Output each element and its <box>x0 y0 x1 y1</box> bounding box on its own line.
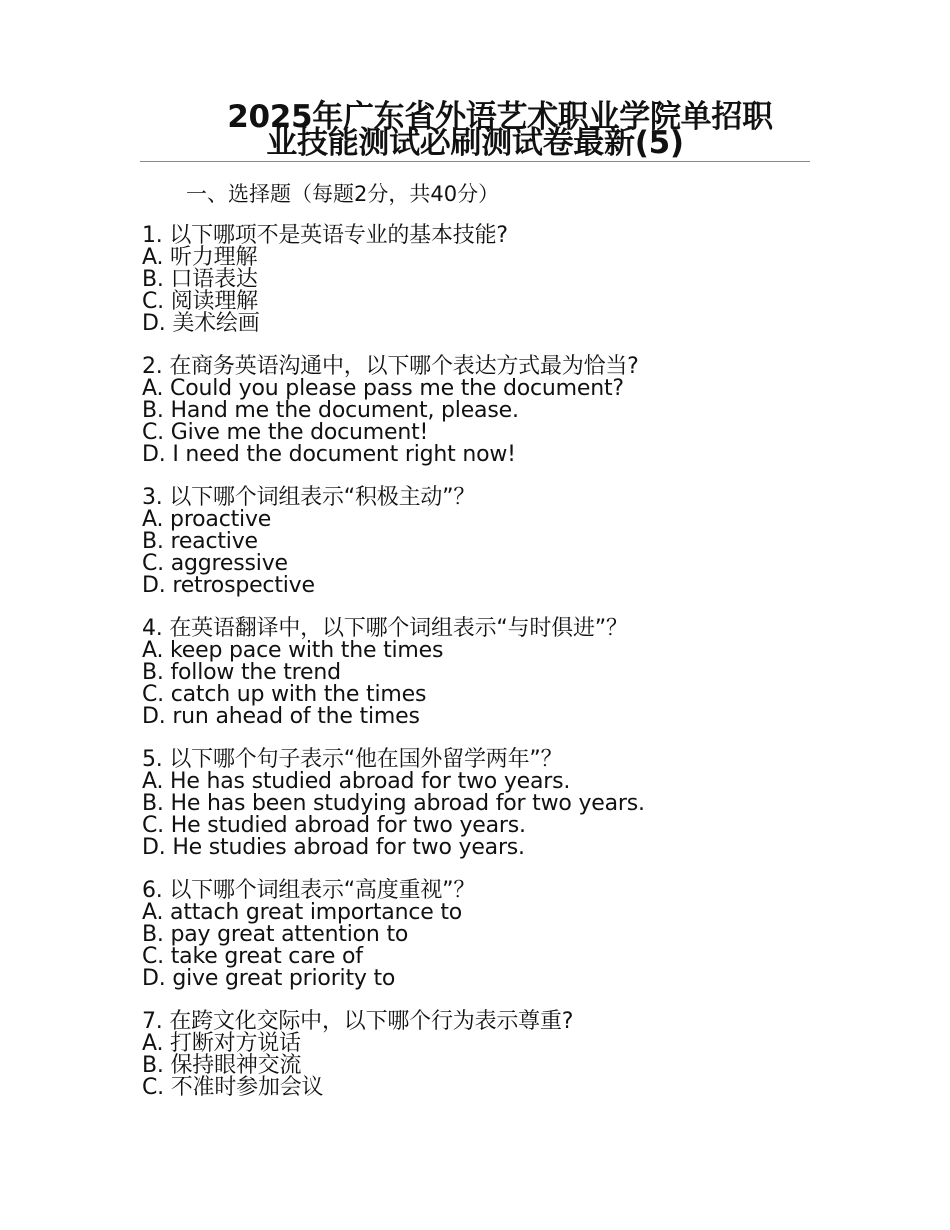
question-3 <box>142 487 842 597</box>
question-option: B. reactive <box>142 529 258 554</box>
document-title <box>140 99 810 161</box>
document-title-line-2: 业技能测试必刷测试卷最新(5) <box>266 125 684 161</box>
question-stem: 4. 在英语翻译中，以下哪个词组表示“与时俱进”？ <box>142 616 628 641</box>
question-option: B. Hand me the document, please. <box>142 398 519 423</box>
question-stem: 1. 以下哪项不是英语专业的基本技能? <box>142 223 508 248</box>
question-option: C. 不准时参加会议 <box>142 1075 324 1100</box>
question-option: D. 美术绘画 <box>142 311 260 336</box>
question-stem: 2. 在商务英语沟通中，以下哪个表达方式最为恰当? <box>142 354 639 379</box>
question-option: D. I need the document right now! <box>142 442 516 467</box>
question-option: A. attach great importance to <box>142 900 463 925</box>
question-option: A. keep pace with the times <box>142 638 444 663</box>
question-option: C. He studied abroad for two years. <box>142 813 526 838</box>
question-option: D. run ahead of the times <box>142 704 420 729</box>
question-option: A. proactive <box>142 507 272 532</box>
question-option: C. 阅读理解 <box>142 289 258 314</box>
document-title-line-1: 2025年广东省外语艺术职业学院单招职 <box>227 99 773 135</box>
question-stem: 3. 以下哪个词组表示“积极主动”？ <box>142 485 476 510</box>
question-option: A. He has studied abroad for two years. <box>142 769 571 794</box>
question-option: B. He has been studying abroad for two years. <box>142 791 645 816</box>
question-stem: 6. 以下哪个词组表示“高度重视”？ <box>142 878 476 903</box>
question-6 <box>142 880 842 990</box>
question-stem: 5. 以下哪个句子表示“他在国外留学两年”？ <box>142 747 563 772</box>
question-option: A. 听力理解 <box>142 245 258 270</box>
question-2 <box>142 356 842 466</box>
question-option: B. follow the trend <box>142 660 341 685</box>
question-list <box>142 225 842 1120</box>
question-stem: 7. 在跨文化交际中，以下哪个行为表示尊重? <box>142 1009 574 1034</box>
question-option: B. pay great attention to <box>142 922 409 947</box>
question-option: B. 口语表达 <box>142 267 258 292</box>
question-4 <box>142 618 842 728</box>
question-option: C. aggressive <box>142 551 288 576</box>
question-option: C. take great care of <box>142 944 363 969</box>
question-option: D. He studies abroad for two years. <box>142 835 525 860</box>
question-option: A. Could you please pass me the document? <box>142 376 624 401</box>
question-1 <box>142 225 842 335</box>
question-7 <box>142 1011 842 1099</box>
question-option: C. catch up with the times <box>142 682 427 707</box>
section-heading: 一、选择题（每题2分，共40分） <box>186 182 500 206</box>
title-underline <box>140 161 810 162</box>
question-option: C. Give me the document! <box>142 420 429 445</box>
question-5 <box>142 749 842 859</box>
question-option: B. 保持眼神交流 <box>142 1053 302 1078</box>
question-option: D. give great priority to <box>142 966 396 991</box>
question-option: D. retrospective <box>142 573 315 598</box>
question-option: A. 打断对方说话 <box>142 1031 301 1056</box>
